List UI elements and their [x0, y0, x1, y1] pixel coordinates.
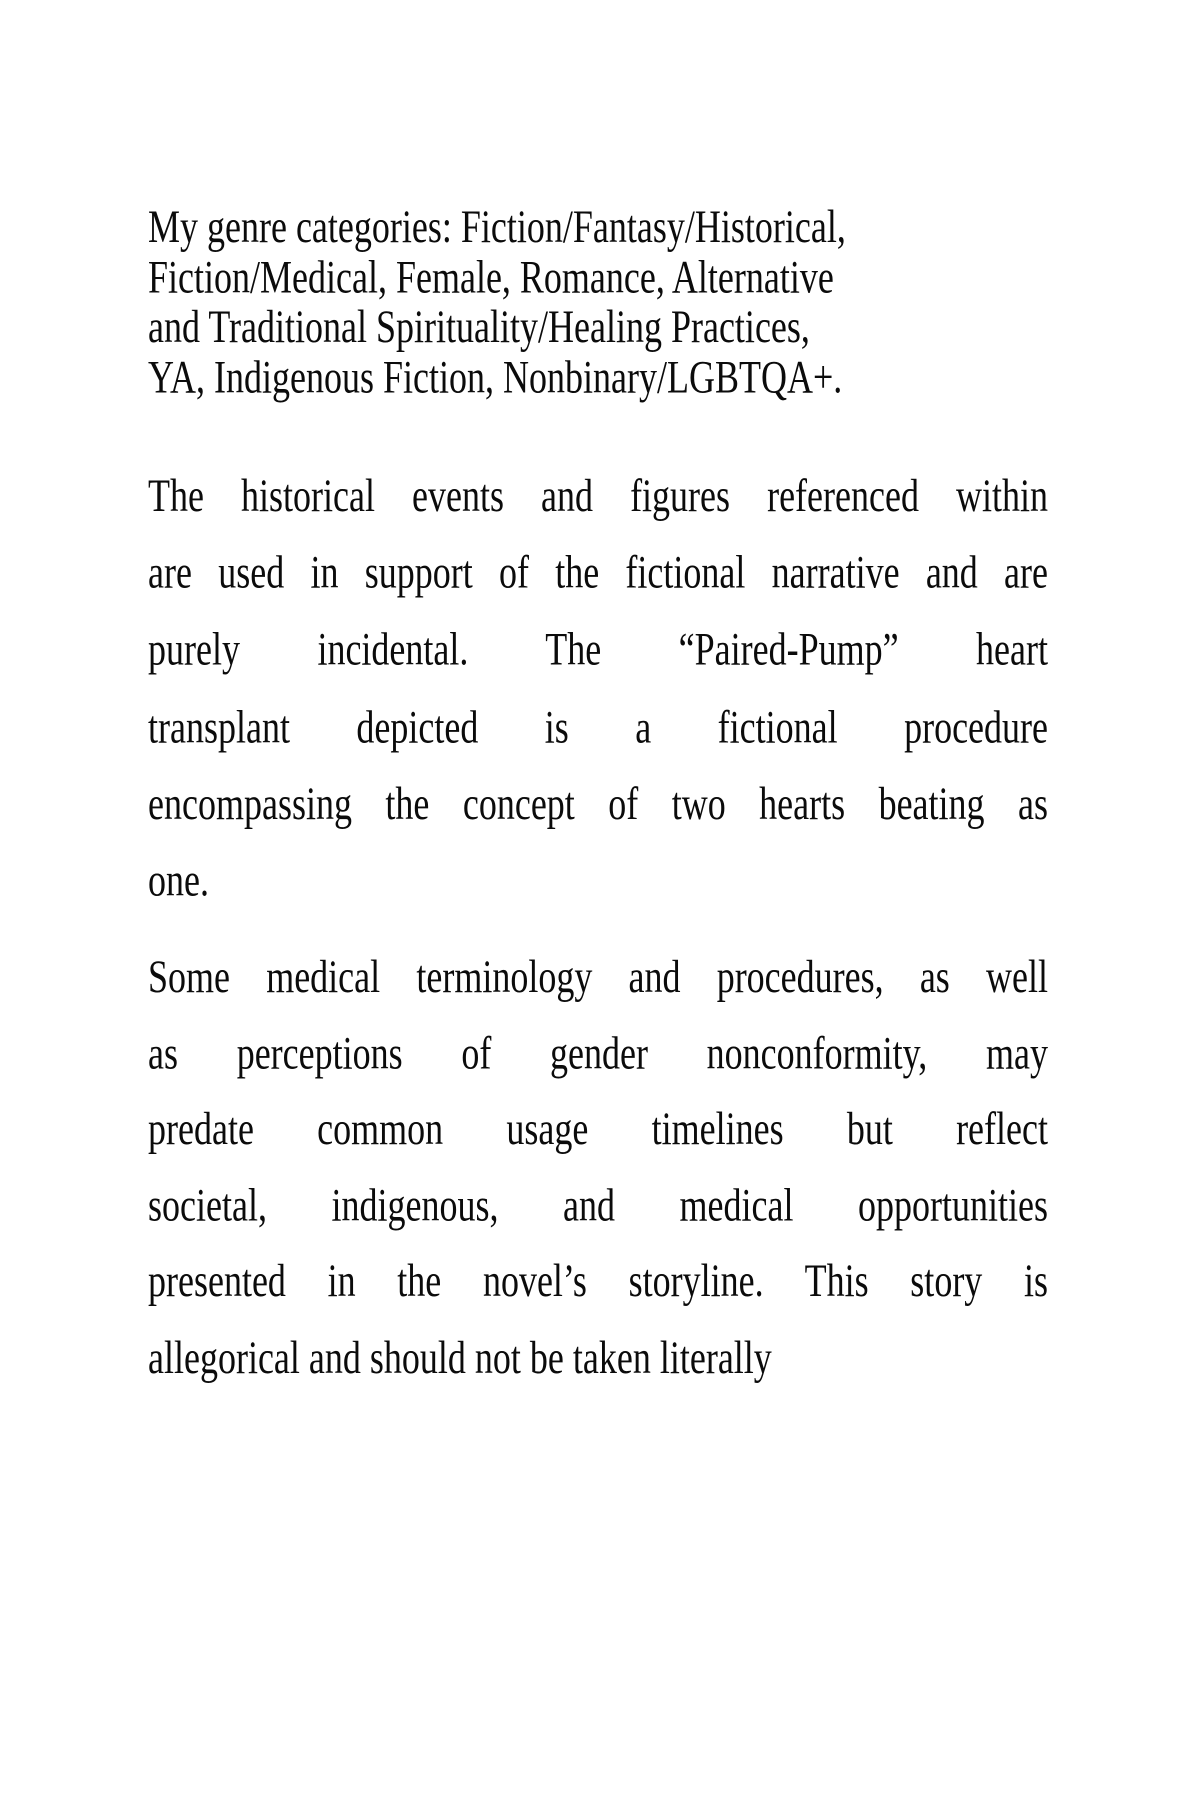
- text-line: Fiction/Medical, Female, Romance, Alternative: [148, 250, 834, 303]
- text-line: are used in support of the fictional narrative and are: [148, 546, 1048, 599]
- paragraph-fictional-procedure-disclaimer: [148, 458, 1048, 920]
- text-line: My genre categories: Fiction/Fantasy/Historical,: [148, 200, 846, 253]
- text-line: encompassing the concept of two hearts beating as: [148, 777, 1048, 830]
- text-line: predate common usage timelines but reflect: [148, 1102, 1048, 1155]
- text-line: The historical events and figures referenced within: [148, 469, 1048, 522]
- text-line: as perceptions of gender nonconformity, may: [148, 1026, 1048, 1079]
- text-line: Some medical terminology and procedures, as well: [148, 950, 1048, 1003]
- page-text-block: [148, 0, 1048, 1395]
- text-line: societal, indigenous, and medical opportunities: [148, 1178, 1048, 1231]
- text-line: YA, Indigenous Fiction, Nonbinary/LGBTQA+.: [148, 350, 843, 403]
- text-line: purely incidental. The “Paired-Pump” heart: [148, 623, 1048, 676]
- text-line: one.: [148, 854, 209, 907]
- text-line: presented in the novel’s storyline. This story is: [148, 1254, 1048, 1307]
- text-line: allegorical and should not be taken literally: [148, 1330, 772, 1383]
- paragraph-medical-terminology-disclaimer: [148, 939, 1048, 1395]
- text-line: and Traditional Spirituality/Healing Practices,: [148, 300, 810, 353]
- text-line: transplant depicted is a fictional procedure: [148, 700, 1048, 753]
- paragraph-genre-categories: [148, 202, 1048, 402]
